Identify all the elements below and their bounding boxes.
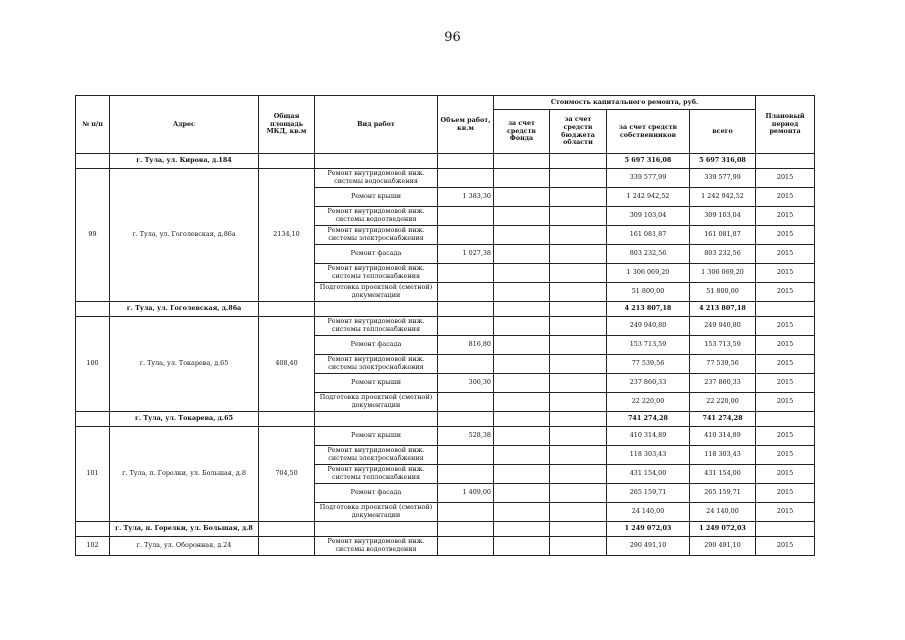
cell-work: Ремонт внутридомовой инж. системы теплоснабжения xyxy=(315,465,438,484)
cell-regional xyxy=(550,283,607,302)
cell-period: 2015 xyxy=(756,427,815,446)
cell-total: 1 242 942,52 xyxy=(690,188,756,207)
cell-volume: 816,80 xyxy=(438,336,494,355)
cell-fund xyxy=(494,245,550,264)
cell-regional xyxy=(550,503,607,522)
cell-work: Ремонт внутридомовой инж. системы электроснабжения xyxy=(315,446,438,465)
cell-work: Ремонт внутридомовой инж. системы водоснабжения xyxy=(315,169,438,188)
cell-owners: 265 159,71 xyxy=(607,484,690,503)
header-total: всего xyxy=(690,110,756,154)
cell-owners: 153 713,59 xyxy=(607,336,690,355)
cell-work xyxy=(315,522,438,537)
cell-period: 2015 xyxy=(756,283,815,302)
cell-num: 100 xyxy=(76,317,110,412)
header-owners: за счет средств собственников xyxy=(607,110,690,154)
table-row xyxy=(76,317,815,336)
cell-regional xyxy=(550,393,607,412)
cell-fund xyxy=(494,226,550,245)
cell-address-summary: г. Тула, ул. Гоголевская, д.86а xyxy=(110,302,259,317)
cell-regional xyxy=(550,245,607,264)
cell-volume xyxy=(438,317,494,336)
cell-work: Ремонт крыши xyxy=(315,427,438,446)
cell-work xyxy=(315,412,438,427)
cell-period: 2015 xyxy=(756,446,815,465)
cell-total: 410 314,89 xyxy=(690,427,756,446)
table-header xyxy=(76,96,815,154)
cell-fund xyxy=(494,355,550,374)
cell-volume xyxy=(438,154,494,169)
cell-period: 2015 xyxy=(756,264,815,283)
header-work-type: Вид работ xyxy=(315,96,438,154)
cell-total: 118 303,43 xyxy=(690,446,756,465)
cell-regional xyxy=(550,207,607,226)
cell-total-summary: 741 274,28 xyxy=(690,412,756,427)
cell-area: 704,50 xyxy=(259,427,315,522)
cell-fund xyxy=(494,188,550,207)
cell-owners: 339 577,99 xyxy=(607,169,690,188)
cell-area: 408,40 xyxy=(259,317,315,412)
cell-total: 309 103,04 xyxy=(690,207,756,226)
cell-work: Ремонт крыши xyxy=(315,374,438,393)
cell-owners: 249 940,80 xyxy=(607,317,690,336)
cell-regional xyxy=(550,336,607,355)
cell-fund xyxy=(494,503,550,522)
cell-volume: 1 409,00 xyxy=(438,484,494,503)
cell-address-summary: г. Тула, п. Горелки, ул. Большая, д.8 xyxy=(110,522,259,537)
cell-regional xyxy=(550,427,607,446)
cell-work: Ремонт фасада xyxy=(315,484,438,503)
cell-work: Подготовка проектной (сметной) документации xyxy=(315,283,438,302)
cell-fund xyxy=(494,427,550,446)
cell-owners: 803 232,56 xyxy=(607,245,690,264)
cell-volume xyxy=(438,355,494,374)
cell-volume xyxy=(438,393,494,412)
cell-num xyxy=(76,154,110,169)
cell-num xyxy=(76,522,110,537)
cell-fund xyxy=(494,169,550,188)
header-area: Общая площадь МКД, кв.м xyxy=(259,96,315,154)
cell-volume xyxy=(438,264,494,283)
cell-regional xyxy=(550,484,607,503)
cell-area xyxy=(259,154,315,169)
cell-num xyxy=(76,412,110,427)
cell-regional xyxy=(550,374,607,393)
page-number: 96 xyxy=(444,30,461,45)
cell-total: 77 539,56 xyxy=(690,355,756,374)
cell-period xyxy=(756,302,815,317)
cell-volume: 528,38 xyxy=(438,427,494,446)
cell-period: 2015 xyxy=(756,537,815,556)
cell-volume xyxy=(438,207,494,226)
cell-owners: 22 220,00 xyxy=(607,393,690,412)
cell-num xyxy=(76,302,110,317)
cell-area xyxy=(259,537,315,556)
cell-address: г. Тула, ул. Токарева, д.65 xyxy=(110,317,259,412)
cell-fund xyxy=(494,522,550,537)
table-row xyxy=(76,427,815,446)
cell-address: г. Тула, ул. Гоголевская, д.86а xyxy=(110,169,259,302)
cell-regional xyxy=(550,412,607,427)
cell-regional xyxy=(550,226,607,245)
summary-row xyxy=(76,412,815,427)
cell-volume xyxy=(438,503,494,522)
cell-regional xyxy=(550,537,607,556)
cell-total: 339 577,99 xyxy=(690,169,756,188)
cell-fund xyxy=(494,446,550,465)
cell-owners: 118 303,43 xyxy=(607,446,690,465)
cell-total: 153 713,59 xyxy=(690,336,756,355)
cell-area xyxy=(259,412,315,427)
cell-fund xyxy=(494,302,550,317)
cell-area xyxy=(259,522,315,537)
cell-period: 2015 xyxy=(756,355,815,374)
cell-fund xyxy=(494,264,550,283)
cell-volume: 1 027,38 xyxy=(438,245,494,264)
cell-owners: 1 242 942,52 xyxy=(607,188,690,207)
cell-period: 2015 xyxy=(756,245,815,264)
header-fund: за счет средств Фонда xyxy=(494,110,550,154)
cell-fund xyxy=(494,484,550,503)
header-address: Адрес xyxy=(110,96,259,154)
cell-regional xyxy=(550,264,607,283)
cell-total: 24 140,00 xyxy=(690,503,756,522)
cell-regional xyxy=(550,522,607,537)
table-row xyxy=(76,169,815,188)
cell-volume xyxy=(438,465,494,484)
cell-owners-summary: 1 249 072,03 xyxy=(607,522,690,537)
cell-fund xyxy=(494,154,550,169)
cell-owners: 161 081,87 xyxy=(607,226,690,245)
cell-num: 101 xyxy=(76,427,110,522)
cell-regional xyxy=(550,446,607,465)
cell-owners: 309 103,04 xyxy=(607,207,690,226)
cell-work: Ремонт крыши xyxy=(315,188,438,207)
cell-regional xyxy=(550,317,607,336)
cell-period: 2015 xyxy=(756,465,815,484)
header-regional: за счет средств бюджета области xyxy=(550,110,607,154)
cell-total: 431 154,00 xyxy=(690,465,756,484)
cell-total: 803 232,56 xyxy=(690,245,756,264)
cell-volume xyxy=(438,283,494,302)
cell-total: 22 220,00 xyxy=(690,393,756,412)
cell-owners: 77 539,56 xyxy=(607,355,690,374)
cell-volume xyxy=(438,412,494,427)
cell-regional xyxy=(550,188,607,207)
cell-fund xyxy=(494,317,550,336)
header-num: № п/п xyxy=(76,96,110,154)
cell-owners-summary: 4 213 807,18 xyxy=(607,302,690,317)
cell-period: 2015 xyxy=(756,484,815,503)
cell-period: 2015 xyxy=(756,207,815,226)
cell-address: г. Тула, п. Горелки, ул. Большая, д.8 xyxy=(110,427,259,522)
cell-fund xyxy=(494,336,550,355)
cell-period: 2015 xyxy=(756,374,815,393)
cell-work: Ремонт внутридомовой инж. системы электроснабжения xyxy=(315,226,438,245)
header-volume: Объем работ, кв.м xyxy=(438,96,494,154)
cell-work: Ремонт внутридомовой инж. системы водоотведения xyxy=(315,537,438,556)
cell-fund xyxy=(494,374,550,393)
cell-fund xyxy=(494,283,550,302)
cell-address-summary: г. Тула, ул. Токарева, д.65 xyxy=(110,412,259,427)
cell-total: 249 940,80 xyxy=(690,317,756,336)
cell-address-summary: г. Тула, ул. Кирова, д.184 xyxy=(110,154,259,169)
cell-owners: 1 306 069,20 xyxy=(607,264,690,283)
cell-num: 102 xyxy=(76,537,110,556)
cell-regional xyxy=(550,355,607,374)
cell-work: Подготовка проектной (сметной) документации xyxy=(315,503,438,522)
cell-total: 237 860,33 xyxy=(690,374,756,393)
cell-total: 161 081,87 xyxy=(690,226,756,245)
cell-fund xyxy=(494,207,550,226)
cell-volume xyxy=(438,302,494,317)
cell-total-summary: 4 213 807,18 xyxy=(690,302,756,317)
cell-period: 2015 xyxy=(756,226,815,245)
cell-work: Ремонт внутридомовой инж. системы теплоснабжения xyxy=(315,264,438,283)
cell-work: Подготовка проектной (сметной) документации xyxy=(315,393,438,412)
summary-row xyxy=(76,522,815,537)
cell-work xyxy=(315,154,438,169)
cell-period xyxy=(756,412,815,427)
cell-num: 99 xyxy=(76,169,110,302)
table-body xyxy=(76,154,815,556)
cell-volume: 1 383,30 xyxy=(438,188,494,207)
cell-volume xyxy=(438,226,494,245)
cell-total: 290 491,10 xyxy=(690,537,756,556)
cell-regional xyxy=(550,302,607,317)
cell-area: 2134,10 xyxy=(259,169,315,302)
header-period: Плановый период ремонта xyxy=(756,96,815,154)
cell-work: Ремонт внутридомовой инж. системы теплоснабжения xyxy=(315,317,438,336)
cell-period: 2015 xyxy=(756,188,815,207)
cell-owners: 237 860,33 xyxy=(607,374,690,393)
cell-total-summary: 5 697 316,08 xyxy=(690,154,756,169)
cell-volume xyxy=(438,522,494,537)
cell-fund xyxy=(494,412,550,427)
cell-owners: 24 140,00 xyxy=(607,503,690,522)
cell-period: 2015 xyxy=(756,503,815,522)
summary-row xyxy=(76,302,815,317)
cell-period: 2015 xyxy=(756,317,815,336)
cell-area xyxy=(259,302,315,317)
cell-fund xyxy=(494,393,550,412)
cell-owners-summary: 5 697 316,08 xyxy=(607,154,690,169)
cell-owners: 290 491,10 xyxy=(607,537,690,556)
cell-address: г. Тула, ул. Оборонная, д.24 xyxy=(110,537,259,556)
cell-volume xyxy=(438,537,494,556)
cell-period xyxy=(756,522,815,537)
cell-period: 2015 xyxy=(756,336,815,355)
cell-total: 51 800,00 xyxy=(690,283,756,302)
cell-owners: 431 154,00 xyxy=(607,465,690,484)
cell-volume xyxy=(438,446,494,465)
cell-period: 2015 xyxy=(756,393,815,412)
cell-period: 2015 xyxy=(756,169,815,188)
table-row xyxy=(76,537,815,556)
cell-regional xyxy=(550,169,607,188)
cell-owners: 51 800,00 xyxy=(607,283,690,302)
cell-fund xyxy=(494,537,550,556)
cell-owners: 410 314,89 xyxy=(607,427,690,446)
cell-work xyxy=(315,302,438,317)
capital-repair-table xyxy=(75,95,815,556)
cell-period xyxy=(756,154,815,169)
cell-regional xyxy=(550,465,607,484)
cell-work: Ремонт фасада xyxy=(315,336,438,355)
cell-owners-summary: 741 274,28 xyxy=(607,412,690,427)
cell-work: Ремонт внутридомовой инж. системы электроснабжения xyxy=(315,355,438,374)
cell-volume xyxy=(438,169,494,188)
cell-fund xyxy=(494,465,550,484)
cell-work: Ремонт фасада xyxy=(315,245,438,264)
cell-work: Ремонт внутридомовой инж. системы водоотведения xyxy=(315,207,438,226)
header-cost-group: Стоимость капитального ремонта, руб. xyxy=(494,96,756,110)
cell-total: 265 159,71 xyxy=(690,484,756,503)
summary-row xyxy=(76,154,815,169)
cell-total-summary: 1 249 072,03 xyxy=(690,522,756,537)
cell-total: 1 306 069,20 xyxy=(690,264,756,283)
cell-volume: 306,30 xyxy=(438,374,494,393)
cell-regional xyxy=(550,154,607,169)
